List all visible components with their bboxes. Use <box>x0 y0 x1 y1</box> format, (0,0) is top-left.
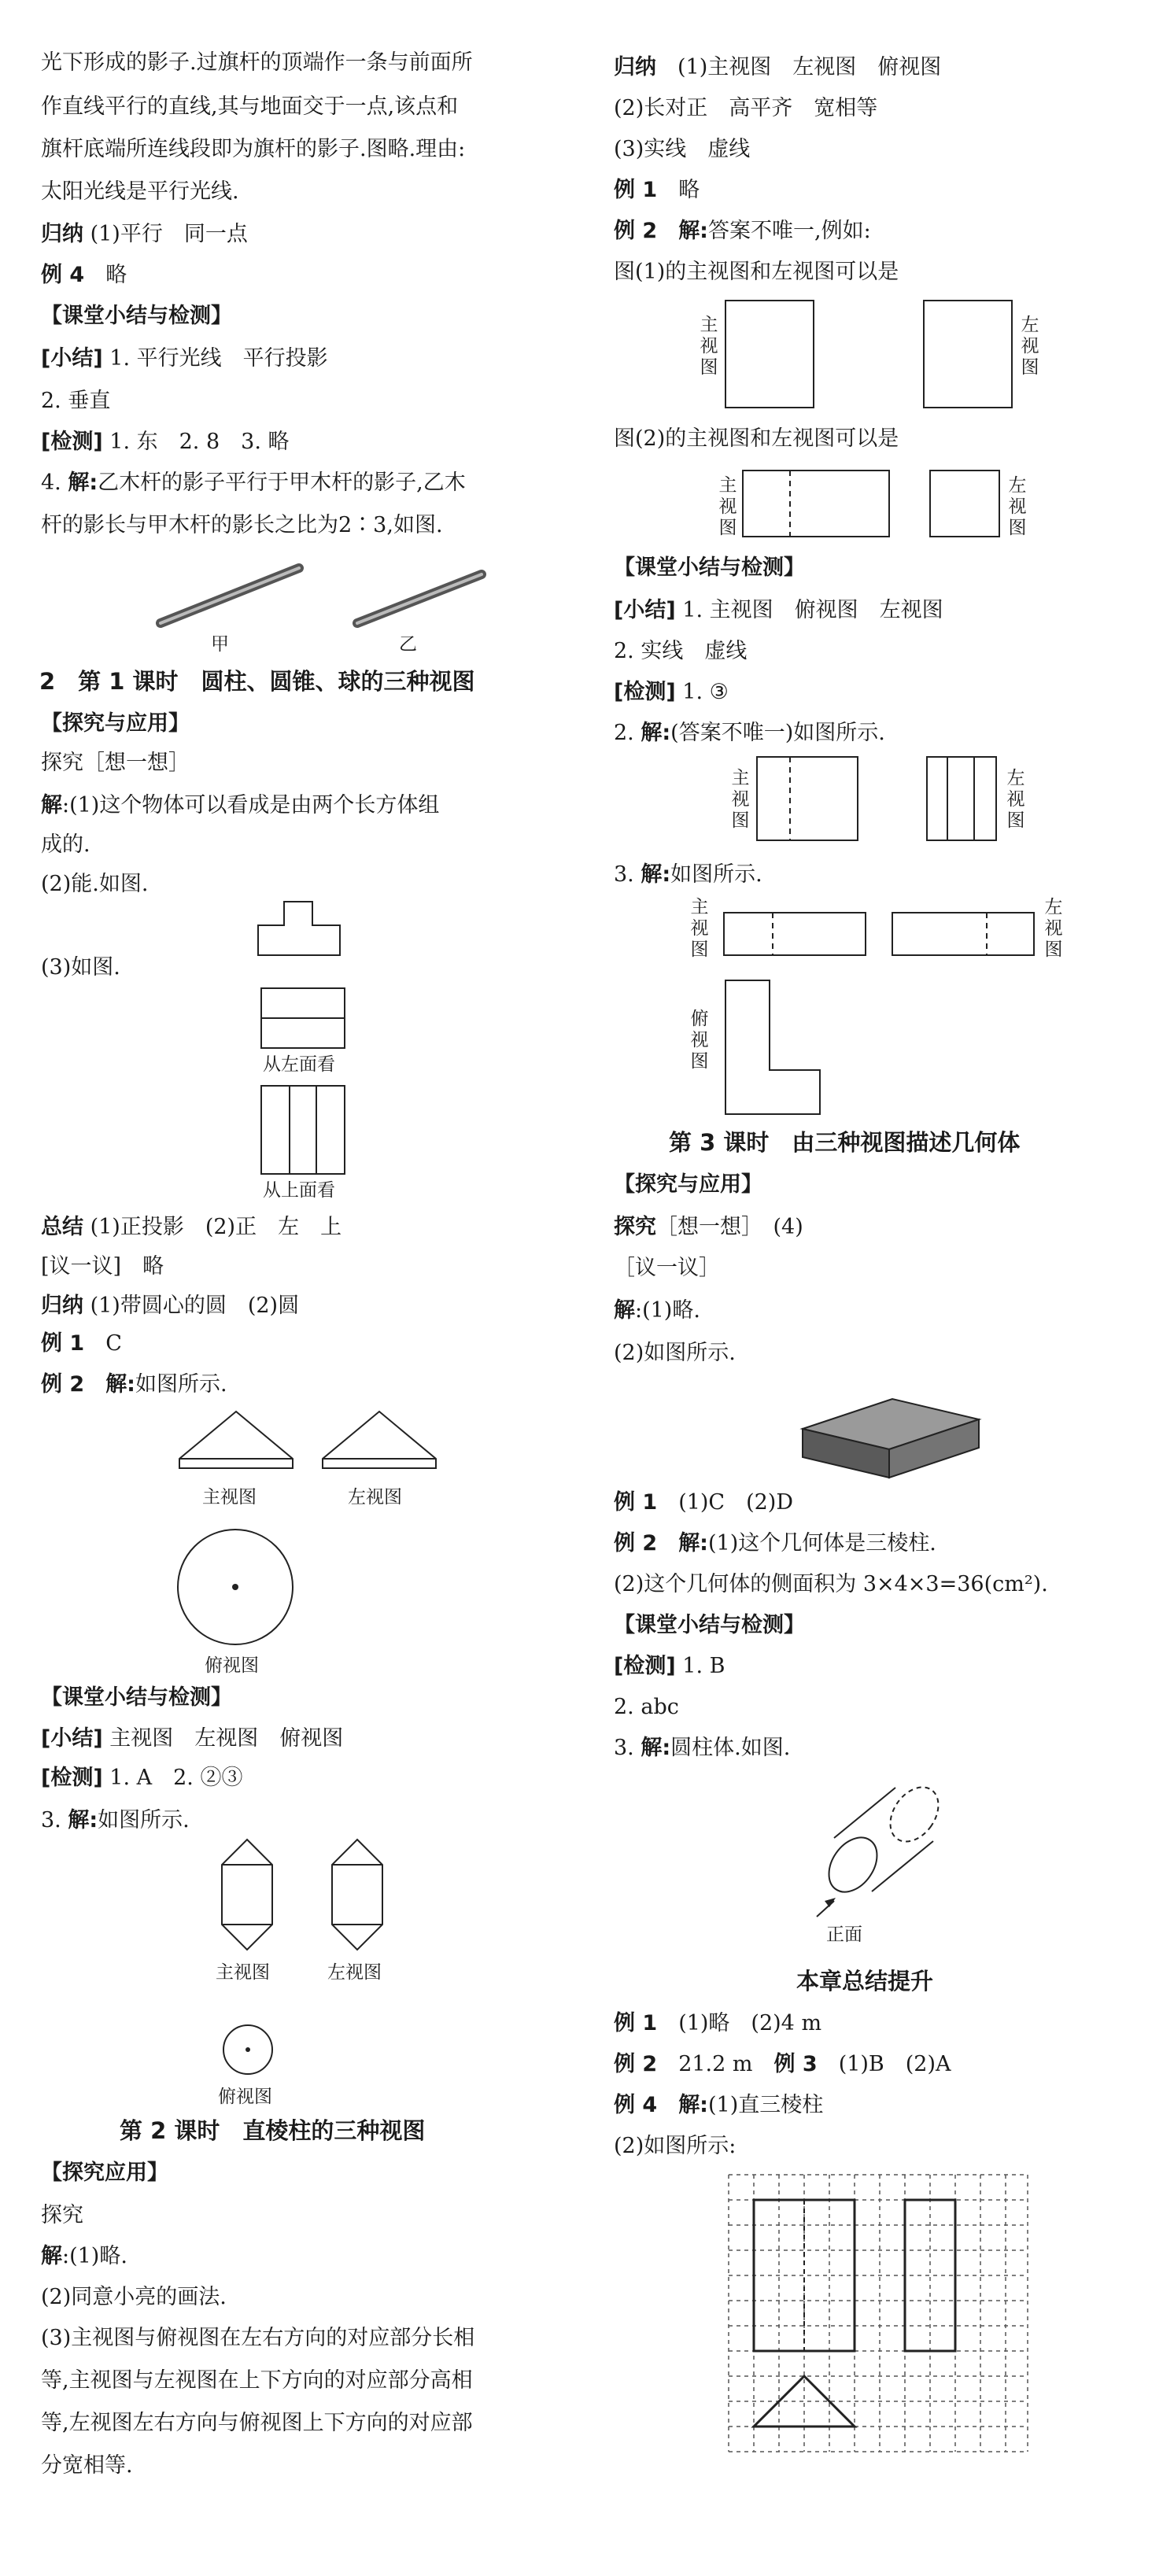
figure-caption: 俯视图 <box>205 1655 259 1676</box>
paragraph-line: 光下形成的影子.过旗杆的顶端作一条与前面所 <box>41 50 473 75</box>
capsule-left-view <box>326 1836 389 1954</box>
xiaojie-line: [小结] 1. 主视图 俯视图 左视图 <box>614 598 943 622</box>
section-heading: 【课堂小结与检测】 <box>614 1613 805 1637</box>
answer-line: 等,左视图左右方向与俯视图上下方向的对应部 <box>41 2411 473 2435</box>
discuss-line: [议一议] 略 <box>41 1254 164 1279</box>
question-line: 2. 解:(答案不唯一)如图所示. <box>614 721 885 745</box>
capsule-top-view <box>220 2022 275 2077</box>
example-line: 例 2 解:如图所示. <box>41 1372 227 1397</box>
vertical-caption: 俯 视 图 <box>690 1009 709 1072</box>
t-shape-figure <box>255 899 349 961</box>
paragraph-line: 太阳光线是平行光线. <box>41 179 239 204</box>
section-heading: 【课堂小结与检测】 <box>41 1685 232 1710</box>
jiance-line: [检测] 1. 东 2. 8 3. 略 <box>41 430 290 454</box>
lesson-title: 第 2 课时 直棱柱的三种视图 <box>120 2117 426 2144</box>
sticks-figure <box>151 560 529 647</box>
guina-tag: 归纳 <box>41 222 83 246</box>
section-heading: 【课堂小结与检测】 <box>614 555 805 580</box>
answer-line: 2. abc <box>614 1695 679 1719</box>
cylinder-figure <box>803 1769 960 1926</box>
answer-line: 解:(1)这个物体可以看成是由两个长方体组 <box>41 793 440 817</box>
example-line: 例 2 解:(1)这个几何体是三棱柱. <box>614 1531 936 1556</box>
section-heading: 【课堂小结与检测】 <box>41 304 232 328</box>
stick-label: 乙 <box>399 634 417 655</box>
answer-line: (2)能.如图. <box>41 872 149 896</box>
answer-line: (2)长对正 高平齐 宽相等 <box>614 96 878 120</box>
answer-line: 解:(1)略. <box>41 2244 127 2268</box>
summary-line: 总结 (1)正投影 (2)正 左 上 <box>41 1215 342 1239</box>
vertical-caption: 主 视 图 <box>731 768 750 831</box>
answer-line: (3)如图. <box>41 955 120 980</box>
answer-line: (2)这个几何体的侧面积为 3×4×3=36(cm²). <box>614 1572 1048 1596</box>
xiaojie-line: [小结] 主视图 左视图 俯视图 <box>41 1726 344 1751</box>
cone-top-view <box>175 1526 296 1648</box>
lesson-title: 2 第 1 课时 圆柱、圆锥、球的三种视图 <box>39 668 475 695</box>
vertical-caption: 左 视 图 <box>1006 768 1025 831</box>
xiaojie-line: [小结] 1. 平行光线 平行投影 <box>41 346 328 371</box>
discuss-line: ［议一议］ <box>614 1256 720 1280</box>
q3-main-view <box>722 911 867 957</box>
cone-left-view <box>316 1408 442 1479</box>
figure-caption: 主视图 <box>216 1962 270 1983</box>
answer-line: 图(1)的主视图和左视图可以是 <box>614 260 899 284</box>
tanjiu-line: 探究［想一想］ <box>41 751 190 775</box>
stick-label: 甲 <box>211 634 229 655</box>
chapter-title: 本章总结提升 <box>796 1968 934 1995</box>
figure-caption: 从上面看 <box>263 1180 335 1201</box>
example-line: 例 4 略 <box>41 263 127 287</box>
jiance-line: [检测] 1. ③ <box>614 680 729 704</box>
example-line: 例 4 解:(1)直三棱柱 <box>614 2093 824 2117</box>
paragraph-line: 作直线平行的直线,其与地面交于一点,该点和 <box>41 94 459 119</box>
answer-line: 解:(1)略. <box>614 1298 700 1323</box>
answer-line: 等,主视图与左视图在上下方向的对应部分高相 <box>41 2368 473 2393</box>
grid-figure <box>725 2172 1032 2463</box>
question-line: 3. 解:如图所示. <box>41 1808 190 1832</box>
jiance-line: [检测] 1. A 2. ②③ <box>41 1766 243 1790</box>
q3-top-view <box>724 979 823 1117</box>
figure-caption: 主视图 <box>202 1487 257 1508</box>
prism-figure <box>799 1396 982 1481</box>
q2-left-view <box>925 755 998 843</box>
answer-line: 2. 实线 虚线 <box>614 639 748 663</box>
question-line: 3. 解:如图所示. <box>614 862 762 887</box>
vertical-caption: 主 视 图 <box>718 475 737 538</box>
answer-line: (2)如图所示: <box>614 2134 737 2158</box>
lesson-title: 第 3 课时 由三种视图描述几何体 <box>669 1129 1021 1156</box>
answer-line: 图(2)的主视图和左视图可以是 <box>614 426 899 451</box>
figure-caption: 左视图 <box>348 1487 402 1508</box>
section-heading: 【探究与应用】 <box>41 711 190 736</box>
example-line: 例 2 21.2 m 例 3 (1)B (2)A <box>614 2052 951 2076</box>
left-view-figure <box>260 987 348 1051</box>
paragraph-line: 旗杆底端所连线段即为旗杆的影子.图略.理由: <box>41 137 466 161</box>
tanjiu-line: 探究［想一想］ (4) <box>614 1215 803 1239</box>
tanjiu-line: 探究 <box>41 2203 83 2227</box>
figure-caption: 俯视图 <box>218 2087 272 2107</box>
top-view-figure <box>260 1084 348 1177</box>
fig1-left-view <box>922 299 1013 411</box>
vertical-caption: 主 视 图 <box>700 315 718 378</box>
vertical-caption: 左 视 图 <box>1021 315 1039 378</box>
summary-line: 归纳 (1)平行 同一点 <box>41 222 248 246</box>
answer-line: (2)同意小亮的画法. <box>41 2285 227 2309</box>
jiance-line: [检测] 1. B <box>614 1654 725 1678</box>
question-line: 3. 解:圆柱体.如图. <box>614 1736 791 1760</box>
figure-caption: 正面 <box>826 1925 862 1945</box>
vertical-caption: 左 视 图 <box>1044 897 1063 960</box>
vertical-caption: 左 视 图 <box>1008 475 1027 538</box>
question-line: 4. 解:乙木杆的影子平行于甲木杆的影子,乙木 <box>41 471 466 495</box>
example-line: 例 1 C <box>41 1331 122 1356</box>
fig1-main-view <box>724 299 815 411</box>
answer-line: 2. 垂直 <box>41 389 111 413</box>
answer-line: (3)主视图与俯视图在左右方向的对应部分长相 <box>41 2326 475 2350</box>
answer-line: 成的. <box>41 832 90 857</box>
section-heading: 【探究与应用】 <box>614 1172 762 1197</box>
example-line: 例 1 略 <box>614 178 700 202</box>
section-heading: 【探究应用】 <box>41 2161 168 2185</box>
figure-caption: 左视图 <box>327 1962 382 1983</box>
vertical-caption: 主 视 图 <box>690 897 709 960</box>
summary-line: 归纳 (1)带圆心的圆 (2)圆 <box>41 1294 300 1318</box>
figure-caption: 从左面看 <box>263 1054 335 1075</box>
cone-main-view <box>173 1408 299 1479</box>
example-line: 例 1 (1)C (2)D <box>614 1490 793 1515</box>
q3-left-view <box>891 911 1036 957</box>
answer-line: 分宽相等. <box>41 2453 133 2478</box>
summary-line: 归纳 (1)主视图 左视图 俯视图 <box>614 55 942 79</box>
example-tag: 例 4 <box>41 263 85 287</box>
example-line: 例 1 (1)略 (2)4 m <box>614 2011 822 2035</box>
fig2-left-view <box>928 469 1001 538</box>
q2-main-view <box>755 755 859 843</box>
fig2-main-view <box>741 469 891 538</box>
capsule-main-view <box>216 1836 279 1954</box>
question-line: 杆的影长与甲木杆的影长之比为2∶3,如图. <box>41 513 443 537</box>
example-line: 例 2 解:答案不唯一,例如: <box>614 219 871 243</box>
answer-line: (3)实线 虚线 <box>614 137 751 161</box>
answer-line: (2)如图所示. <box>614 1341 736 1365</box>
